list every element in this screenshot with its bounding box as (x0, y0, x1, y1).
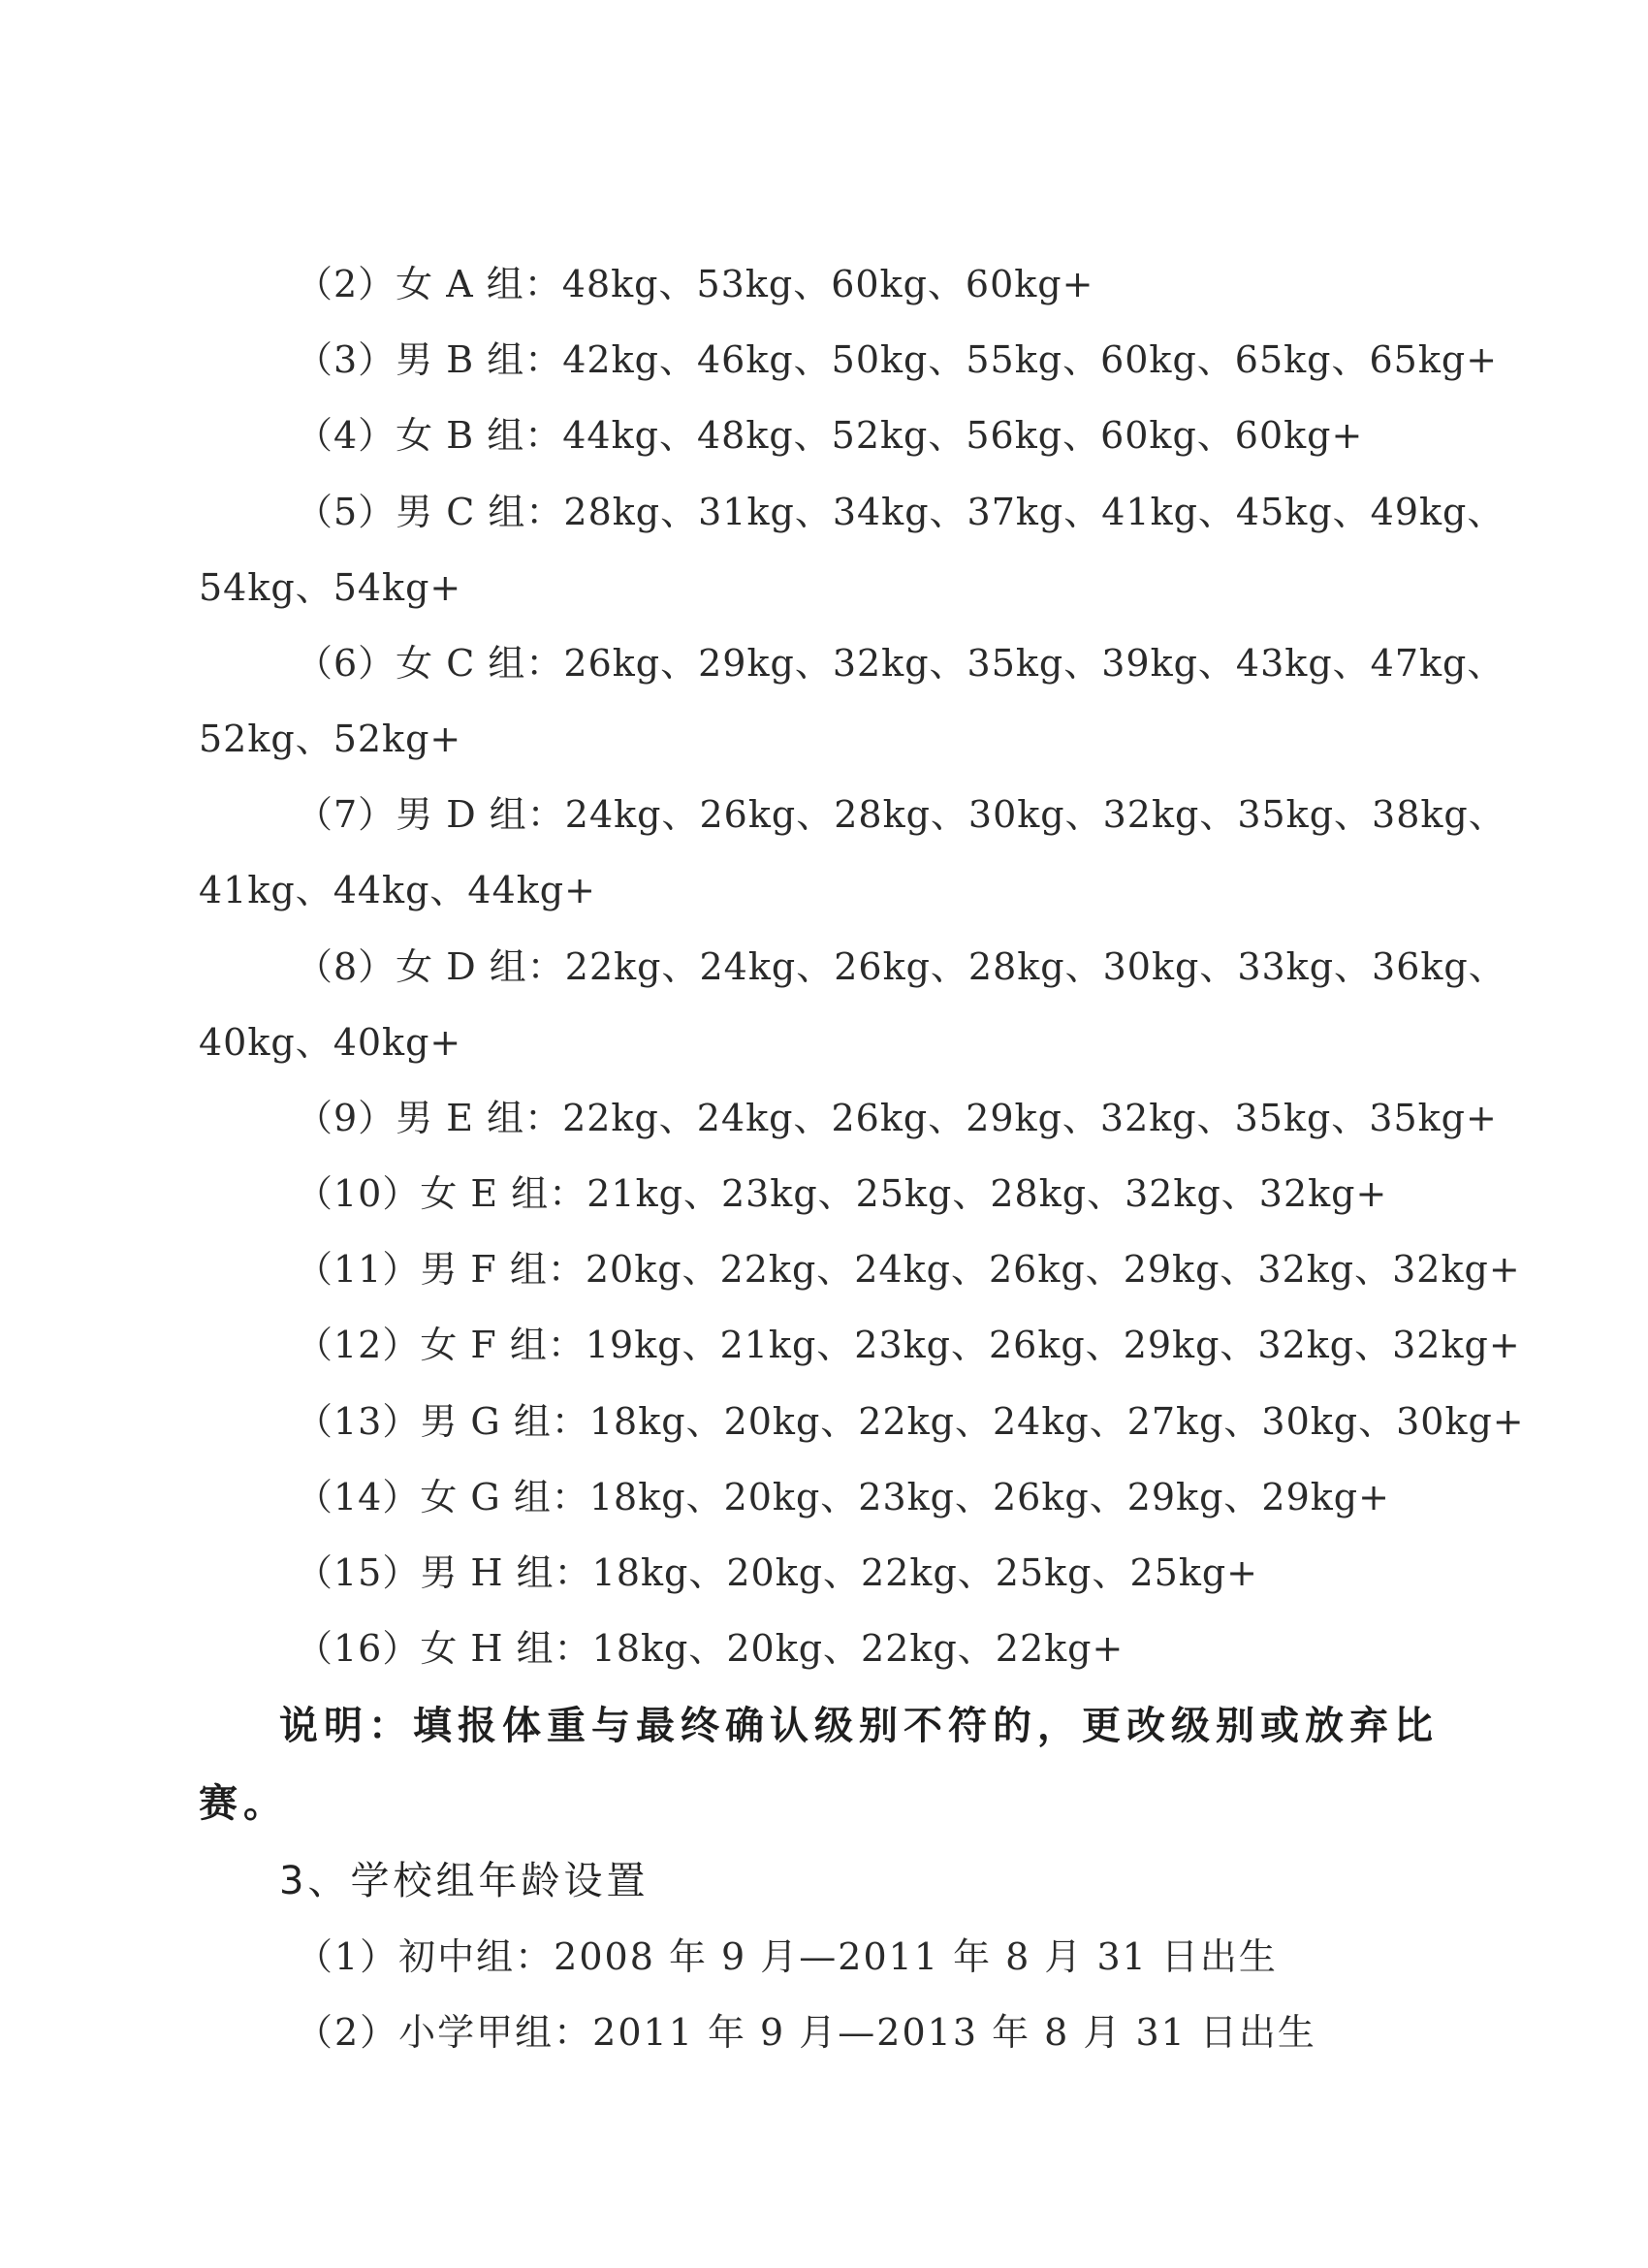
note-continuation: 赛。 (199, 1781, 288, 1826)
note-line: 说明：填报体重与最终确认级别不符的，更改级别或放弃比 (279, 1704, 1439, 1748)
weight-class-continuation: 52kg、52kg+ (199, 718, 462, 760)
weight-class-continuation: 54kg、54kg+ (199, 566, 462, 609)
weight-class-continuation: 40kg、40kg+ (199, 1021, 462, 1064)
age-group-line: （2）小学甲组：2011 年 9 月—2013 年 8 月 31 日出生 (296, 2011, 1316, 2054)
weight-class-line: （9）男 E 组：22kg、24kg、26kg、29kg、32kg、35kg、35kg+ (296, 1097, 1498, 1139)
weight-class-line: （7）男 D 组：24kg、26kg、28kg、30kg、32kg、35kg、38kg、 (296, 793, 1506, 836)
weight-class-line: （5）男 C 组：28kg、31kg、34kg、37kg、41kg、45kg、49kg、 (296, 491, 1505, 533)
age-group-line: （1）初中组：2008 年 9 月—2011 年 8 月 31 日出生 (296, 1935, 1278, 1978)
weight-class-line: （8）女 D 组：22kg、24kg、26kg、28kg、30kg、33kg、36kg、 (296, 945, 1506, 988)
weight-class-line: （11）男 F 组：20kg、22kg、24kg、26kg、29kg、32kg、32kg+ (296, 1248, 1521, 1291)
weight-class-line: （15）男 H 组：18kg、20kg、22kg、25kg、25kg+ (296, 1551, 1259, 1594)
weight-class-line: （4）女 B 组：44kg、48kg、52kg、56kg、60kg、60kg+ (296, 414, 1364, 457)
weight-class-line: （3）男 B 组：42kg、46kg、50kg、55kg、60kg、65kg、65kg+ (296, 338, 1499, 381)
section-heading: 3、学校组年龄设置 (279, 1859, 650, 1903)
weight-class-line: （16）女 H 组：18kg、20kg、22kg、22kg+ (296, 1627, 1125, 1670)
weight-class-line: （14）女 G 组：18kg、20kg、23kg、26kg、29kg、29kg+ (296, 1476, 1390, 1518)
weight-class-line: （2）女 A 组：48kg、53kg、60kg、60kg+ (296, 263, 1094, 305)
weight-class-line: （13）男 G 组：18kg、20kg、22kg、24kg、27kg、30kg、30kg+ (296, 1400, 1525, 1443)
weight-class-line: （6）女 C 组：26kg、29kg、32kg、35kg、39kg、43kg、47kg、 (296, 642, 1505, 685)
weight-class-line: （12）女 F 组：19kg、21kg、23kg、26kg、29kg、32kg、32kg+ (296, 1324, 1521, 1366)
weight-class-continuation: 41kg、44kg、44kg+ (199, 869, 596, 911)
weight-class-line: （10）女 E 组：21kg、23kg、25kg、28kg、32kg、32kg+ (296, 1172, 1388, 1215)
